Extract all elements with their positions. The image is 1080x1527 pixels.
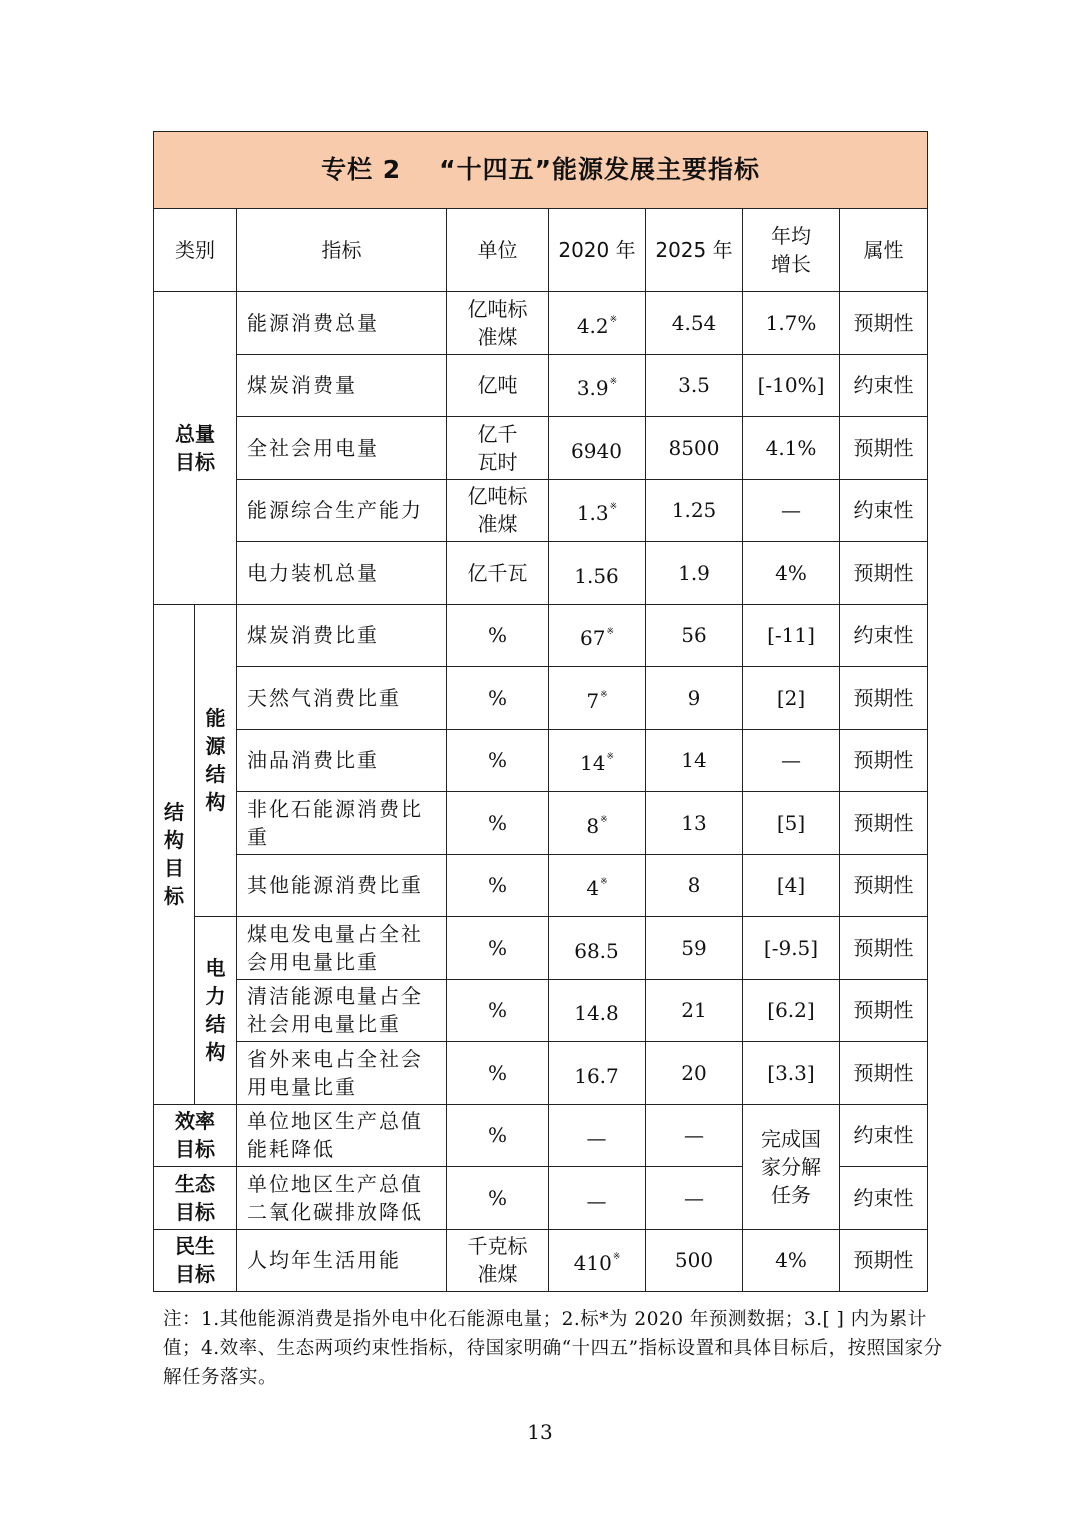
value-2025-cell: 20 (646, 1042, 743, 1105)
header-category: 类别 (154, 209, 237, 292)
unit-cell: 亿吨标准煤 (447, 479, 549, 542)
value-2025-cell: 4.54 (646, 292, 743, 355)
category-ecology: 生态目标 (154, 1167, 237, 1230)
growth-cell: [3.3] (743, 1042, 840, 1105)
growth-cell: 4% (743, 542, 840, 605)
value-2025-cell: — (646, 1167, 743, 1230)
table-row (154, 542, 928, 605)
attribute-cell: 约束性 (840, 479, 928, 542)
indicator-cell: 煤炭消费比重 (237, 604, 447, 667)
value-2025-cell: 1.9 (646, 542, 743, 605)
unit-cell: % (447, 1167, 549, 1230)
value-2020-cell: 14※ (549, 729, 646, 792)
attribute-cell: 预期性 (840, 417, 928, 480)
attribute-cell: 预期性 (840, 854, 928, 917)
table-row (154, 979, 928, 1042)
attribute-cell: 预期性 (840, 542, 928, 605)
value-2020-cell: 3.9※ (549, 354, 646, 417)
value-2020-cell: 67※ (549, 604, 646, 667)
indicator-cell: 天然气消费比重 (237, 667, 447, 730)
growth-cell: [6.2] (743, 979, 840, 1042)
category-efficiency: 效率目标 (154, 1104, 237, 1167)
indicator-cell: 清洁能源电量占全社会用电量比重 (237, 979, 447, 1042)
value-2020-cell: 14.8 (549, 979, 646, 1042)
category-total: 总量目标 (154, 292, 237, 605)
attribute-cell: 预期性 (840, 1229, 928, 1292)
growth-cell: 1.7% (743, 292, 840, 355)
category-structure: 结构目标 (154, 604, 195, 1104)
table-header-row (154, 209, 928, 292)
indicator-cell: 省外来电占全社会用电量比重 (237, 1042, 447, 1105)
value-2020-cell: — (549, 1104, 646, 1167)
page-number: 13 (527, 1420, 553, 1444)
table-row (154, 667, 928, 730)
table-title-text: “十四五”能源发展主要指标 (439, 155, 761, 184)
value-2020-cell: 6940 (549, 417, 646, 480)
value-2025-cell: 59 (646, 917, 743, 980)
attribute-cell: 预期性 (840, 979, 928, 1042)
growth-cell: [4] (743, 854, 840, 917)
growth-cell: [-10%] (743, 354, 840, 417)
unit-cell: % (447, 1104, 549, 1167)
unit-cell: % (447, 604, 549, 667)
header-indicator: 指标 (237, 209, 447, 292)
unit-cell: 亿吨 (447, 354, 549, 417)
table-row (154, 854, 928, 917)
category-livelihood: 民生目标 (154, 1229, 237, 1292)
indicator-cell: 单位地区生产总值二氧化碳排放降低 (237, 1167, 447, 1230)
indicator-cell: 非化石能源消费比重 (237, 792, 447, 855)
table-row (154, 292, 928, 355)
table-row (154, 917, 928, 980)
unit-cell: % (447, 667, 549, 730)
value-2020-cell: 68.5 (549, 917, 646, 980)
value-2025-cell: 21 (646, 979, 743, 1042)
header-attribute: 属性 (840, 209, 928, 292)
attribute-cell: 预期性 (840, 917, 928, 980)
value-2020-cell: 8※ (549, 792, 646, 855)
table-row (154, 1229, 928, 1292)
value-2025-cell: 9 (646, 667, 743, 730)
table-row (154, 792, 928, 855)
indicator-table (153, 131, 928, 1292)
value-2020-cell: 4.2※ (549, 292, 646, 355)
value-2020-cell: — (549, 1167, 646, 1230)
value-2020-cell: 4※ (549, 854, 646, 917)
unit-cell: 亿千瓦 (447, 542, 549, 605)
unit-cell: % (447, 792, 549, 855)
table-row (154, 729, 928, 792)
value-2025-cell: 14 (646, 729, 743, 792)
growth-cell: 4% (743, 1229, 840, 1292)
indicator-cell: 单位地区生产总值能耗降低 (237, 1104, 447, 1167)
value-2025-cell: 1.25 (646, 479, 743, 542)
value-2020-cell: 1.3※ (549, 479, 646, 542)
growth-cell: [2] (743, 667, 840, 730)
attribute-cell: 预期性 (840, 667, 928, 730)
growth-cell: [5] (743, 792, 840, 855)
header-unit: 单位 (447, 209, 549, 292)
value-2020-cell: 7※ (549, 667, 646, 730)
growth-cell: [-11] (743, 604, 840, 667)
table-row (154, 1104, 928, 1167)
attribute-cell: 约束性 (840, 1104, 928, 1167)
table-row (154, 479, 928, 542)
attribute-cell: 预期性 (840, 1042, 928, 1105)
column-box-label: 专栏 2 (321, 155, 402, 184)
value-2025-cell: 56 (646, 604, 743, 667)
indicator-cell: 煤炭消费量 (237, 354, 447, 417)
category-power-structure: 电力结构 (195, 917, 237, 1105)
table-row (154, 417, 928, 480)
value-2020-cell: 16.7 (549, 1042, 646, 1105)
indicator-cell: 油品消费比重 (237, 729, 447, 792)
value-2025-cell: 500 (646, 1229, 743, 1292)
value-2025-cell: 8 (646, 854, 743, 917)
indicator-cell: 其他能源消费比重 (237, 854, 447, 917)
attribute-cell: 约束性 (840, 604, 928, 667)
table-footnote: 注：1.其他能源消费是指外电中化石能源电量；2.标*为 2020 年预测数据；3.[ ] 内为累计值；4.效率、生态两项约束性指标，待国家明确“十四五”指标设置和具体目标后，按照国家分解任务落实。 (163, 1309, 943, 1388)
attribute-cell: 预期性 (840, 729, 928, 792)
header-2020: 2020 年 (549, 209, 646, 292)
indicator-cell: 能源消费总量 (237, 292, 447, 355)
header-growth: 年均增长 (743, 209, 840, 292)
unit-cell: % (447, 979, 549, 1042)
indicator-cell: 能源综合生产能力 (237, 479, 447, 542)
indicator-cell: 全社会用电量 (237, 417, 447, 480)
unit-cell: % (447, 1042, 549, 1105)
value-2025-cell: 8500 (646, 417, 743, 480)
growth-cell: — (743, 729, 840, 792)
value-2025-cell: — (646, 1104, 743, 1167)
table-row (154, 604, 928, 667)
indicator-cell: 煤电发电量占全社会用电量比重 (237, 917, 447, 980)
attribute-cell: 预期性 (840, 292, 928, 355)
unit-cell: % (447, 729, 549, 792)
indicator-cell: 人均年生活用能 (237, 1229, 447, 1292)
unit-cell: % (447, 854, 549, 917)
unit-cell: 千克标准煤 (447, 1229, 549, 1292)
unit-cell: % (447, 917, 549, 980)
growth-cell: 4.1% (743, 417, 840, 480)
unit-cell: 亿千瓦时 (447, 417, 549, 480)
table-row (154, 354, 928, 417)
attribute-cell: 约束性 (840, 354, 928, 417)
value-2025-cell: 13 (646, 792, 743, 855)
attribute-cell: 约束性 (840, 1167, 928, 1230)
attribute-cell: 预期性 (840, 792, 928, 855)
value-2020-cell: 1.56 (549, 542, 646, 605)
indicator-cell: 电力装机总量 (237, 542, 447, 605)
growth-cell: — (743, 479, 840, 542)
value-2025-cell: 3.5 (646, 354, 743, 417)
table-row (154, 1042, 928, 1105)
table-title (154, 132, 928, 209)
header-2025: 2025 年 (646, 209, 743, 292)
growth-cell-merged: 完成国家分解任务 (743, 1104, 840, 1229)
value-2020-cell: 410※ (549, 1229, 646, 1292)
indicator-table-container (153, 131, 927, 1292)
growth-cell: [-9.5] (743, 917, 840, 980)
unit-cell: 亿吨标准煤 (447, 292, 549, 355)
category-energy-structure: 能源结构 (195, 604, 237, 917)
